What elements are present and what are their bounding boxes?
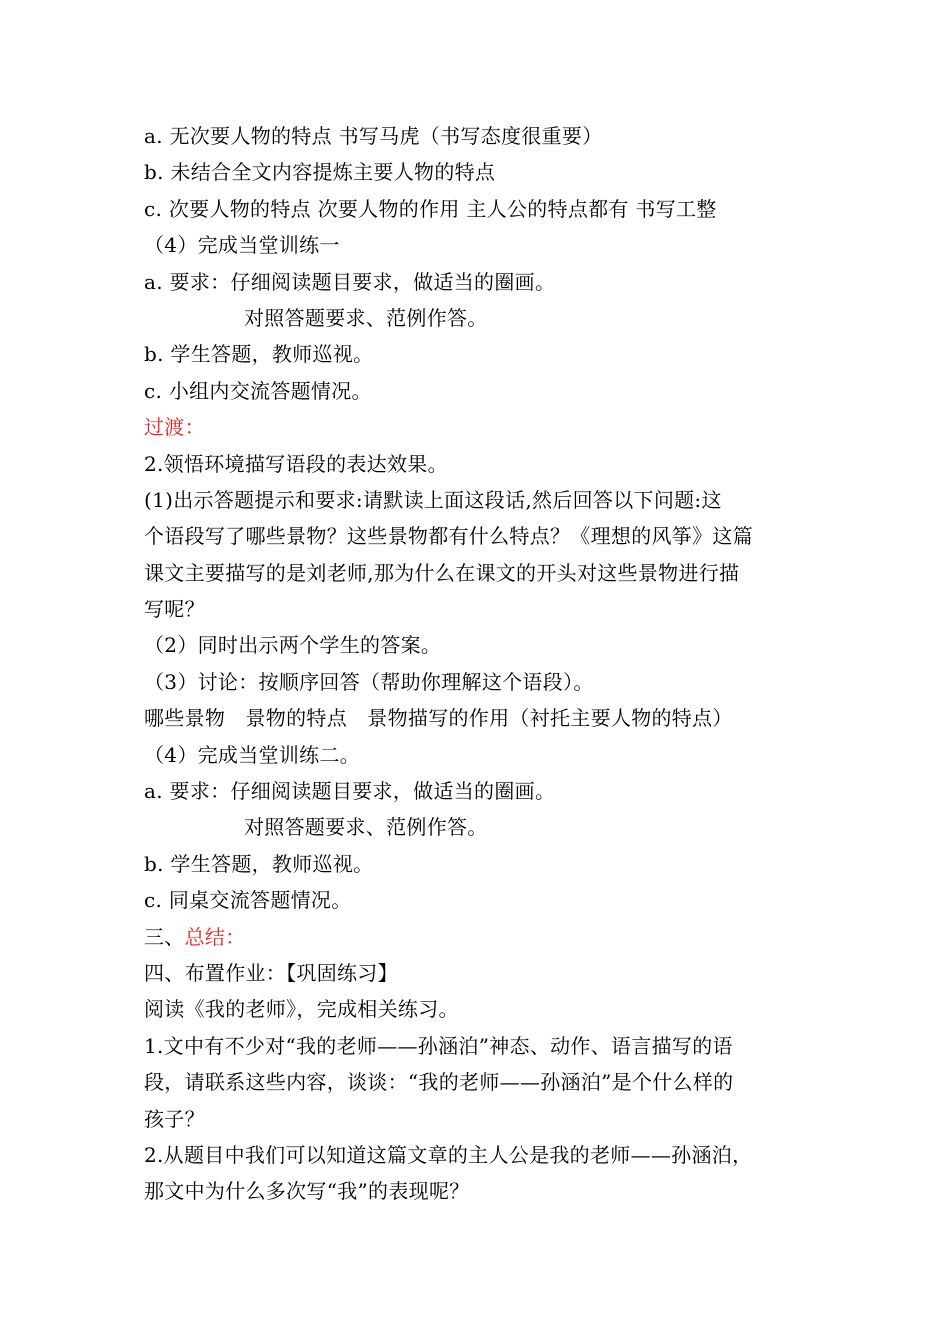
homework-heading: 四、布置作业：【巩固练习】 — [144, 960, 398, 985]
text-line-section-2-title: 2.领悟环境描写语段的表达效果。 — [144, 451, 448, 476]
text-line-reading-task: 阅读《我的老师》，完成相关练习。 — [144, 997, 459, 1022]
summary-heading-prefix: 三、 — [144, 924, 185, 949]
text-line-step-1-prompt-cont-1: 个语段写了哪些景物？这些景物都有什么特点？《理想的风筝》这篇 — [144, 524, 753, 549]
text-line-step-4-practice-1: （4）完成当堂训练一 — [144, 233, 340, 258]
text-line-c-complete: c. 次要人物的特点 次要人物的作用 主人公的特点都有 书写工整 — [144, 196, 717, 221]
text-line-b-students-answer-2: b. 学生答题，教师巡视。 — [144, 851, 374, 876]
question-1-line-3: 孩子？ — [144, 1106, 205, 1131]
text-line-step-1-prompt-cont-2: 课文主要描写的是刘老师,那为什么在课文的开头对这些景物进行描 — [144, 560, 740, 585]
question-2-line-1: 2.从题目中我们可以知道这篇文章的主人公是我的老师——孙涵泊， — [144, 1142, 753, 1167]
text-line-c-deskmate-discussion: c. 同桌交流答题情况。 — [144, 888, 352, 913]
document-body — [144, 118, 814, 1210]
text-line-step-3-discussion: （3）讨论：按顺序回答（帮助你理解这个语段）。 — [144, 669, 594, 694]
text-line-a-requirement-2: a. 要求：仔细阅读题目要求，做适当的圈画。 — [144, 779, 556, 804]
question-2-line-2: 那文中为什么多次写“我”的表现呢？ — [144, 1179, 470, 1204]
text-line-b-no-summary: b. 未结合全文内容提炼主要人物的特点 — [144, 160, 496, 185]
question-1-line-1: 1.文中有不少对“我的老师——孙涵泊”神态、动作、语言描写的语 — [144, 1033, 733, 1058]
transition-heading: 过渡： — [144, 415, 205, 440]
text-line-step-1-prompt-cont-3: 写呢？ — [144, 597, 205, 622]
text-line-c-group-discussion: c. 小组内交流答题情况。 — [144, 378, 372, 403]
text-line-requirement-continued: 对照答题要求、范例作答。 — [244, 305, 488, 330]
text-line-a-no-secondary: a. 无次要人物的特点 书写马虎（书写态度很重要） — [144, 124, 603, 148]
text-line-scenery-points: 哪些景物 景物的特点 景物描写的作用（衬托主要人物的特点） — [144, 706, 733, 731]
text-line-step-4-practice-2: （4）完成当堂训练二。 — [144, 742, 361, 767]
text-line-step-2-answers: （2）同时出示两个学生的答案。 — [144, 633, 442, 658]
text-line-requirement-continued-2: 对照答题要求、范例作答。 — [244, 815, 488, 840]
summary-heading-highlight: 总结： — [184, 924, 246, 949]
text-line-a-requirement: a. 要求：仔细阅读题目要求，做适当的圈画。 — [144, 269, 556, 294]
text-line-step-1-prompt: (1)出示答题提示和要求:请默读上面这段话,然后回答以下问题:这 — [144, 487, 722, 512]
question-1-line-2: 段，请联系这些内容，谈谈：“我的老师——孙涵泊”是个什么样的 — [144, 1070, 734, 1095]
text-line-b-students-answer: b. 学生答题，教师巡视。 — [144, 342, 374, 367]
summary-heading — [144, 919, 814, 955]
